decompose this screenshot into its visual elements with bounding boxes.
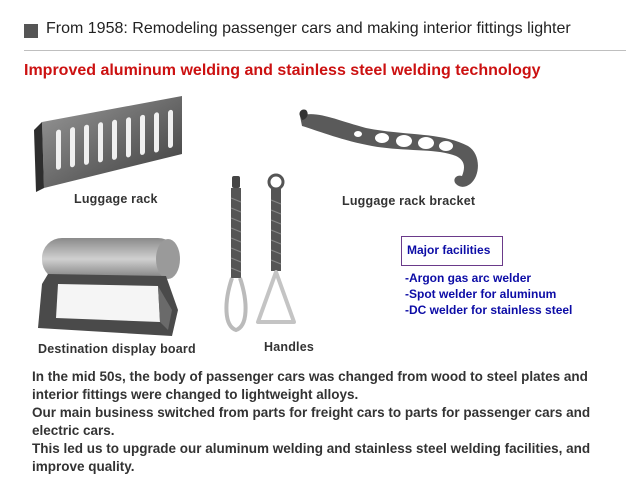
header-divider [24, 50, 626, 51]
destination-display-board-image [34, 232, 186, 340]
section-title: From 1958: Remodeling passenger cars and making interior fittings lighter [46, 20, 571, 37]
body-paragraph: Our main business switched from parts for freight cars to parts for passenger cars and electric cars. [32, 405, 591, 438]
handles-caption: Handles [264, 340, 315, 354]
facilities-list-item: -Argon gas arc welder [405, 271, 532, 285]
subtitle: Improved aluminum welding and stainless steel welding technology [24, 62, 541, 79]
luggage-rack-bracket-caption: Luggage rack bracket [342, 194, 476, 208]
luggage-rack-image [34, 94, 184, 194]
facilities-list-item: -Spot welder for aluminum [405, 287, 557, 301]
body-paragraph: This led us to upgrade our aluminum welding and stainless steel welding facilities, and improve quality. [32, 441, 591, 474]
handles-image [220, 172, 300, 334]
luggage-rack-caption: Luggage rack [74, 192, 158, 206]
body-paragraph: In the mid 50s, the body of passenger cars was changed from wood to steel plates and interior fittings were changed to lightweight alloys. [32, 369, 588, 402]
facilities-heading: Major facilities [407, 243, 491, 257]
body-text [32, 368, 632, 476]
square-bullet-icon [24, 24, 38, 38]
facilities-heading-box [401, 236, 503, 266]
luggage-rack-bracket-image [296, 106, 486, 194]
facilities-list [405, 270, 572, 318]
destination-display-board-caption: Destination display board [38, 342, 196, 356]
facilities-list-item: -DC welder for stainless steel [405, 303, 573, 317]
section-header [24, 18, 626, 52]
